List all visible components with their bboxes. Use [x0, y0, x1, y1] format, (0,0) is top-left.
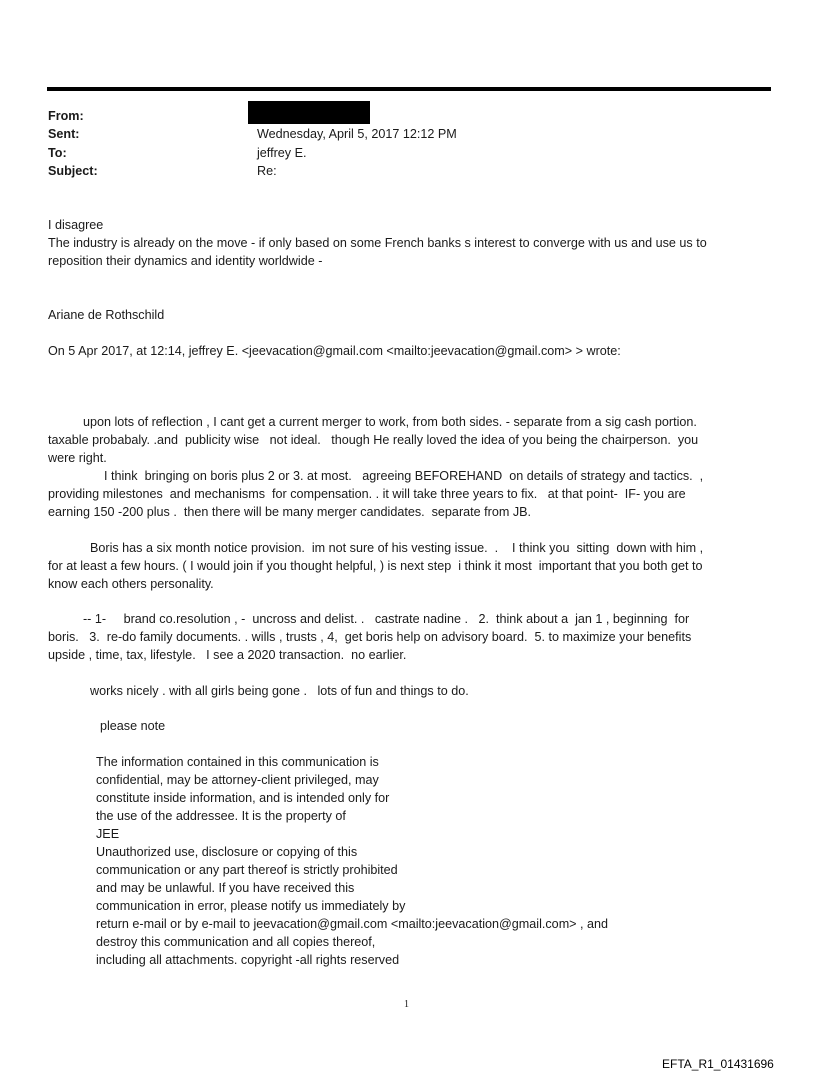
quoted-p3-line: know each others personality.: [48, 577, 214, 591]
quoted-p2-line: providing milestones and mechanisms for compensation. . it will take three years to fix. at that point- IF- you are: [48, 487, 686, 501]
disclaimer-line: confidential, may be attorney-client privileged, may: [96, 773, 379, 787]
quoted-p3-line: for at least a few hours. ( I would join if you thought helpful, ) is next step i think it most important that you both get to: [48, 559, 703, 573]
header-divider: [47, 87, 771, 91]
subject-value: Re:: [257, 164, 277, 178]
disclaimer-line: communication or any part thereof is strictly prohibited: [96, 863, 398, 877]
quoted-p1-line: taxable probabaly. .and publicity wise not ideal. though He really loved the idea of you being the chairperson. you: [48, 433, 699, 447]
disclaimer-line: and may be unlawful. If you have received this: [96, 881, 355, 895]
disclaimer-line: including all attachments. copyright -all rights reserved: [96, 953, 400, 967]
quoted-p4-line: -- 1- brand co.resolution , - uncross and delist. . castrate nadine . 2. think about a jan 1 , beginning for: [48, 612, 690, 626]
disclaimer-line: JEE: [96, 827, 120, 841]
to-label: To:: [48, 146, 67, 160]
page-number: 1: [404, 999, 409, 1010]
bates-number: EFTA_R1_01431696: [662, 1057, 774, 1071]
quoted-p4-line: boris. 3. re-do family documents. . wills , trusts , 4, get boris help on advisory board. 5. to maximize your benefits: [48, 630, 692, 644]
quoted-p3-line: Boris has a six month notice provision. im not sure of his vesting issue. . I think you sitting down with him ,: [48, 541, 704, 555]
disclaimer-email-line: return e-mail or by e-mail to jeevacation@gmail.com <mailto:jeevacation@gmail.com> , and: [96, 917, 609, 931]
quoted-p1-line: upon lots of reflection , I cant get a current merger to work, from both sides. - separate from a sig cash portion.: [48, 415, 697, 429]
quoted-p5: works nicely . with all girls being gone . lots of fun and things to do.: [48, 684, 469, 698]
quoted-p1-line: were right.: [48, 451, 107, 465]
quoted-p4-line: upside , time, tax, lifestyle. I see a 2020 transaction. no earlier.: [48, 648, 407, 662]
disclaimer-line: the use of the addressee. It is the property of: [96, 809, 346, 823]
reply-line-2: The industry is already on the move - if only based on some French banks s interest to converge with us and use us to: [48, 236, 707, 250]
from-label: From:: [48, 109, 84, 123]
quote-intro: On 5 Apr 2017, at 12:14, jeffrey E. <jeevacation@gmail.com <mailto:jeevacation@gmail.com> > wrote:: [48, 344, 621, 358]
please-note: please note: [100, 719, 166, 733]
disclaimer-line: destroy this communication and all copies thereof,: [96, 935, 376, 949]
sent-label: Sent:: [48, 127, 80, 141]
sent-value: Wednesday, April 5, 2017 12:12 PM: [257, 127, 457, 141]
reply-line-3: reposition their dynamics and identity worldwide -: [48, 254, 323, 268]
quoted-p2-line: earning 150 -200 plus . then there will be many merger candidates. separate from JB.: [48, 505, 532, 519]
signature: Ariane de Rothschild: [48, 308, 165, 322]
reply-line-1: I disagree: [48, 218, 104, 232]
disclaimer-line: communication in error, please notify us immediately by: [96, 899, 406, 913]
subject-label: Subject:: [48, 164, 98, 178]
to-value: jeffrey E.: [257, 146, 307, 160]
disclaimer-line: Unauthorized use, disclosure or copying of this: [96, 845, 358, 859]
quoted-p2-line: I think bringing on boris plus 2 or 3. at most. agreeing BEFOREHAND on details of strategy and tactics. ,: [48, 469, 704, 483]
redacted-sender: [248, 101, 370, 124]
disclaimer-line: constitute inside information, and is intended only for: [96, 791, 390, 805]
disclaimer-line: The information contained in this communication is: [96, 755, 379, 769]
